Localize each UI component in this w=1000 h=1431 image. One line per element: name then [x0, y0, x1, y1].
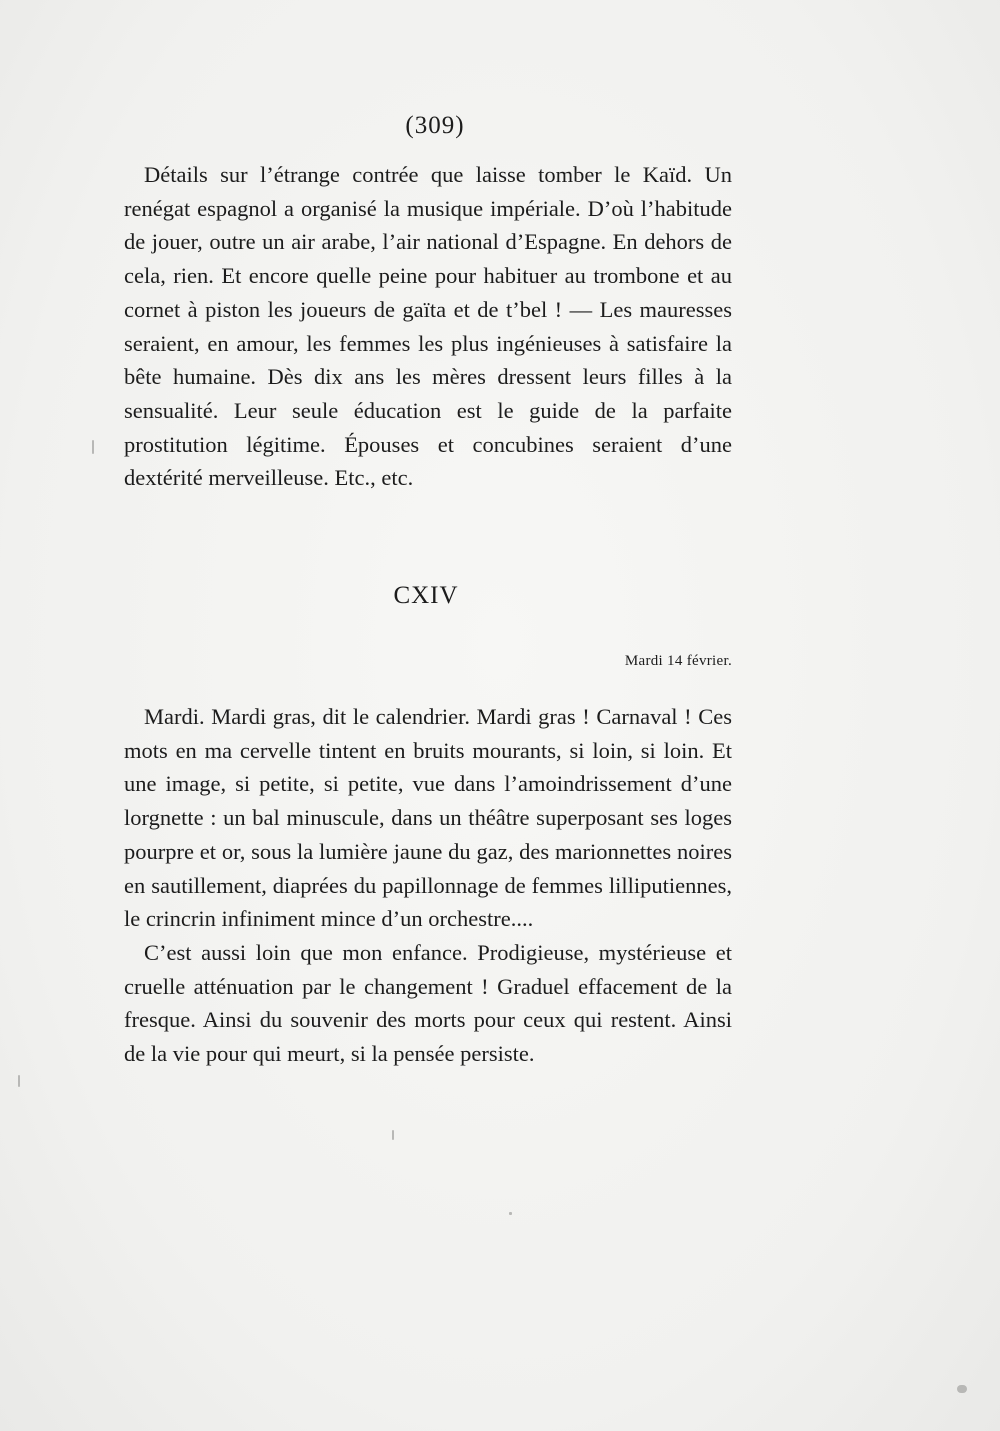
- chapter-body: [124, 700, 732, 1071]
- paper-speck: [392, 1130, 394, 1140]
- text-block-continuation: [124, 158, 732, 495]
- chapter-heading: CXIV: [393, 582, 459, 609]
- paragraph: Détails sur l’étrange contrée que laisse tomber le Kaïd. Un renégat espagnol a organisé la musique impériale. D’où l’habitude de jouer, outre un air arabe, l’air national d’Espagne. En dehors de cela, rien. Et encore quelle peine pour habituer au trombone et au cornet à piston les joueurs de gaïta et de t’bel ! — Les mauresses seraient, en amour, les femmes les plus ingénieuses à satisfaire la bête humaine. Dès dix ans les mères dressent leurs filles à la sensualité. Leur seule éducation est le guide de la parfaite prostitution légitime. Épouses et concubines seraient d’une dextérité merveilleuse. Etc., etc.: [124, 162, 732, 491]
- paragraph: Mardi. Mardi gras, dit le calendrier. Mardi gras ! Carnaval ! Ces mots en ma cervelle tintent en bruits mourants, si loin, si loin. Et une image, si petite, si petite, vue dans l’amoindrissement d’une lorgnette : un bal minuscule, dans un théâtre superposant ses loges pourpre et or, sous la lumière jaune du gaz, des marionnettes noires en sautillement, diaprées du papillonnage de femmes lilliputiennes, le crincrin infiniment mince d’un orchestre....: [124, 704, 732, 932]
- paper-speck: [92, 440, 94, 454]
- paragraph: C’est aussi loin que mon enfance. Prodigieuse, mystérieuse et cruelle atténuation par le changement ! Graduel effacement de la fresque. Ainsi du souvenir des morts pour ceux qui restent. Ainsi de la vie pour qui meurt, si la pensée persiste.: [124, 939, 732, 1067]
- dateline: Mardi 14 février.: [624, 653, 732, 669]
- paper-speck: [957, 1385, 967, 1393]
- page-number: (309): [405, 112, 465, 139]
- paper-speck: [18, 1075, 20, 1087]
- paper-speck: [509, 1212, 512, 1215]
